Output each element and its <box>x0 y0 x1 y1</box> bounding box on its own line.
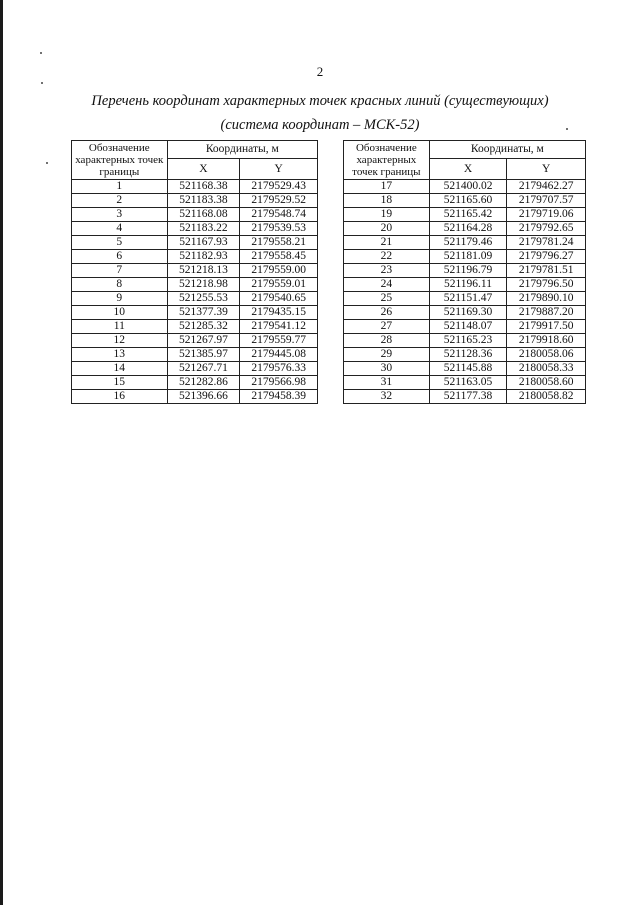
scan-speck <box>40 52 42 54</box>
point-number: 11 <box>72 320 168 334</box>
x-value: 521128.36 <box>429 348 507 362</box>
table-row <box>344 320 586 334</box>
table-row <box>344 208 586 222</box>
scan-left-edge <box>0 0 3 905</box>
point-number: 4 <box>72 222 168 236</box>
y-value: 2179781.24 <box>507 236 586 250</box>
table-row <box>344 278 586 292</box>
table-row <box>72 334 318 348</box>
point-number: 26 <box>344 306 430 320</box>
point-number: 31 <box>344 376 430 390</box>
x-value: 521145.88 <box>429 362 507 376</box>
table-row <box>344 264 586 278</box>
coordinates-table-right <box>343 140 586 404</box>
point-number: 24 <box>344 278 430 292</box>
x-value: 521168.38 <box>167 180 240 194</box>
table-row <box>344 194 586 208</box>
table-row <box>344 236 586 250</box>
coordinates-table-left <box>71 140 318 404</box>
table-row <box>344 180 586 194</box>
x-value: 521377.39 <box>167 306 240 320</box>
y-value: 2179435.15 <box>240 306 318 320</box>
coordinates-header: Координаты, м <box>167 141 317 159</box>
point-number: 12 <box>72 334 168 348</box>
point-number: 8 <box>72 278 168 292</box>
document-subtitle: (система координат – МСК-52) <box>220 117 420 133</box>
y-value: 2179559.01 <box>240 278 318 292</box>
y-column-header: Y <box>240 159 318 180</box>
point-number: 5 <box>72 236 168 250</box>
x-value: 521196.79 <box>429 264 507 278</box>
table-row <box>72 390 318 404</box>
y-value: 2179887.20 <box>507 306 586 320</box>
y-value: 2179541.12 <box>240 320 318 334</box>
point-number: 10 <box>72 306 168 320</box>
y-value: 2179529.52 <box>240 194 318 208</box>
y-value: 2179558.45 <box>240 250 318 264</box>
point-number: 27 <box>344 320 430 334</box>
table-row <box>344 250 586 264</box>
point-number: 2 <box>72 194 168 208</box>
point-number: 25 <box>344 292 430 306</box>
y-value: 2179796.50 <box>507 278 586 292</box>
y-value: 2179558.21 <box>240 236 318 250</box>
x-value: 521282.86 <box>167 376 240 390</box>
table-row <box>72 264 318 278</box>
x-value: 521396.66 <box>167 390 240 404</box>
point-number: 32 <box>344 390 430 404</box>
point-number: 15 <box>72 376 168 390</box>
x-value: 521148.07 <box>429 320 507 334</box>
y-value: 2179559.00 <box>240 264 318 278</box>
point-number: 9 <box>72 292 168 306</box>
page-number: 2 <box>316 64 324 79</box>
y-value: 2179890.10 <box>507 292 586 306</box>
table-row <box>72 306 318 320</box>
point-number: 23 <box>344 264 430 278</box>
point-number: 16 <box>72 390 168 404</box>
table-row <box>72 222 318 236</box>
x-value: 521165.42 <box>429 208 507 222</box>
table-row <box>344 348 586 362</box>
point-number: 30 <box>344 362 430 376</box>
y-value: 2179719.06 <box>507 208 586 222</box>
table-row <box>72 180 318 194</box>
table-row <box>72 250 318 264</box>
y-value: 2179548.74 <box>240 208 318 222</box>
y-value: 2180058.06 <box>507 348 586 362</box>
x-column-header: X <box>429 159 507 180</box>
point-number: 20 <box>344 222 430 236</box>
point-number: 13 <box>72 348 168 362</box>
table-row <box>72 208 318 222</box>
y-value: 2179559.77 <box>240 334 318 348</box>
point-number: 7 <box>72 264 168 278</box>
point-number: 22 <box>344 250 430 264</box>
coordinates-header: Координаты, м <box>429 141 585 159</box>
point-label-header: Обозначение характерных точек границы <box>344 141 430 180</box>
table-row <box>72 236 318 250</box>
x-value: 521168.08 <box>167 208 240 222</box>
x-value: 521255.53 <box>167 292 240 306</box>
x-value: 521285.32 <box>167 320 240 334</box>
x-value: 521267.97 <box>167 334 240 348</box>
x-value: 521164.28 <box>429 222 507 236</box>
y-value: 2179707.57 <box>507 194 586 208</box>
y-value: 2179792.65 <box>507 222 586 236</box>
table-row <box>72 292 318 306</box>
y-value: 2179462.27 <box>507 180 586 194</box>
point-number: 3 <box>72 208 168 222</box>
x-value: 521165.60 <box>429 194 507 208</box>
point-number: 14 <box>72 362 168 376</box>
x-value: 521385.97 <box>167 348 240 362</box>
point-number: 19 <box>344 208 430 222</box>
point-number: 1 <box>72 180 168 194</box>
point-number: 28 <box>344 334 430 348</box>
table-row <box>344 390 586 404</box>
y-value: 2179529.43 <box>240 180 318 194</box>
table-row <box>344 334 586 348</box>
point-label-header: Обозначение характерных точек границы <box>72 141 168 180</box>
table-row <box>72 348 318 362</box>
table-row <box>344 376 586 390</box>
y-value: 2179540.65 <box>240 292 318 306</box>
table-row <box>344 222 586 236</box>
x-value: 521181.09 <box>429 250 507 264</box>
table-row <box>72 376 318 390</box>
x-value: 521183.38 <box>167 194 240 208</box>
x-value: 521179.46 <box>429 236 507 250</box>
document-title: Перечень координат характерных точек красных линий (существующих) <box>91 93 549 109</box>
x-value: 521182.93 <box>167 250 240 264</box>
y-value: 2179781.51 <box>507 264 586 278</box>
scan-speck <box>41 82 43 84</box>
x-value: 521165.23 <box>429 334 507 348</box>
point-number: 6 <box>72 250 168 264</box>
point-number: 21 <box>344 236 430 250</box>
x-value: 521218.98 <box>167 278 240 292</box>
y-value: 2180058.82 <box>507 390 586 404</box>
x-value: 521151.47 <box>429 292 507 306</box>
x-value: 521196.11 <box>429 278 507 292</box>
x-value: 521218.13 <box>167 264 240 278</box>
y-value: 2179576.33 <box>240 362 318 376</box>
table-row <box>72 194 318 208</box>
point-number: 18 <box>344 194 430 208</box>
x-value: 521169.30 <box>429 306 507 320</box>
y-value: 2179458.39 <box>240 390 318 404</box>
y-value: 2179796.27 <box>507 250 586 264</box>
x-column-header: X <box>167 159 240 180</box>
y-value: 2179918.60 <box>507 334 586 348</box>
x-value: 521177.38 <box>429 390 507 404</box>
y-value: 2179539.53 <box>240 222 318 236</box>
y-column-header: Y <box>507 159 586 180</box>
table-row <box>72 320 318 334</box>
x-value: 521400.02 <box>429 180 507 194</box>
point-number: 29 <box>344 348 430 362</box>
table-row <box>72 362 318 376</box>
x-value: 521167.93 <box>167 236 240 250</box>
table-row <box>344 292 586 306</box>
y-value: 2180058.60 <box>507 376 586 390</box>
x-value: 521267.71 <box>167 362 240 376</box>
table-row <box>344 362 586 376</box>
y-value: 2179917.50 <box>507 320 586 334</box>
table-row <box>72 278 318 292</box>
point-number: 17 <box>344 180 430 194</box>
y-value: 2180058.33 <box>507 362 586 376</box>
scan-speck <box>46 162 48 164</box>
x-value: 521183.22 <box>167 222 240 236</box>
x-value: 521163.05 <box>429 376 507 390</box>
y-value: 2179445.08 <box>240 348 318 362</box>
table-row <box>344 306 586 320</box>
y-value: 2179566.98 <box>240 376 318 390</box>
